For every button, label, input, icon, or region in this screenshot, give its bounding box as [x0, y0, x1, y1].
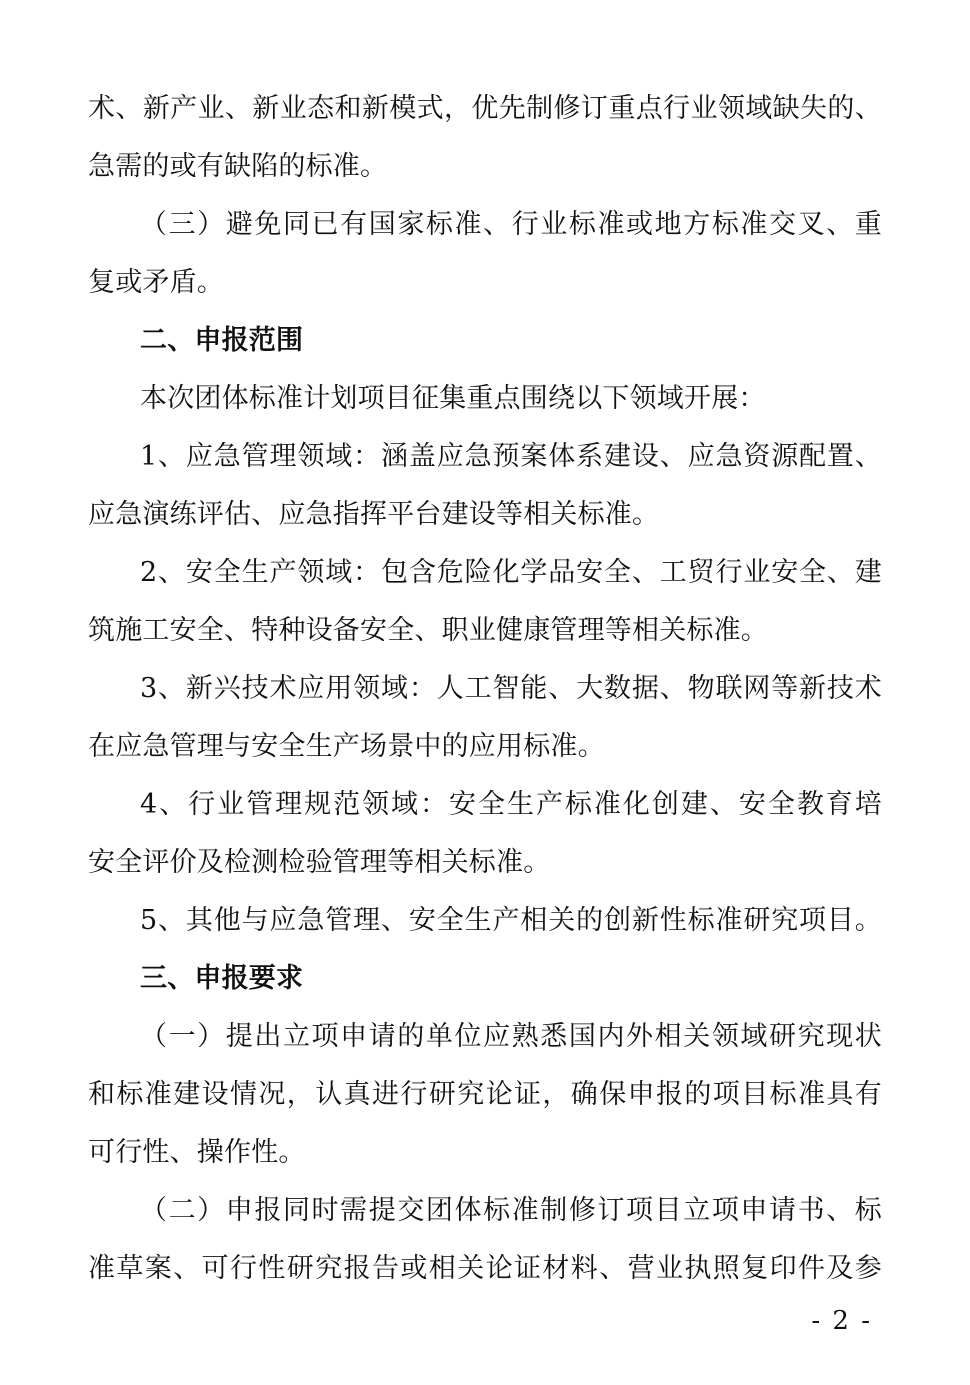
section-heading: 三、申报要求: [140, 963, 304, 994]
text-line: 在应急管理与安全生产场景中的应用标准。: [88, 731, 605, 762]
text-line: 4、行业管理规范领域：安全生产标准化创建、安全教育培: [140, 789, 882, 820]
text-line: 准草案、可行性研究报告或相关论证材料、营业执照复印件及参: [88, 1253, 882, 1284]
text-line: 5、其他与应急管理、安全生产相关的创新性标准研究项目。: [140, 905, 882, 936]
section-heading: 二、申报范围: [140, 325, 304, 356]
text-line: 复或矛盾。: [88, 267, 224, 298]
text-line: 本次团体标准计划项目征集重点围绕以下领域开展：: [140, 383, 766, 414]
document-page: [88, 80, 882, 1298]
page-number: - 2 -: [811, 1306, 872, 1336]
text-line: 筑施工安全、特种设备安全、职业健康管理等相关标准。: [88, 615, 768, 646]
text-line: 2、安全生产领域：包含危险化学品安全、工贸行业安全、建: [140, 557, 882, 588]
text-line: 3、新兴技术应用领域：人工智能、大数据、物联网等新技术: [140, 673, 882, 704]
text-line: （二）申报同时需提交团体标准制修订项目立项申请书、标: [140, 1195, 882, 1226]
text-line: 和标准建设情况，认真进行研究论证，确保申报的项目标准具有: [88, 1079, 882, 1110]
text-line: （一）提出立项申请的单位应熟悉国内外相关领域研究现状: [140, 1021, 882, 1052]
text-line: 可行性、操作性。: [88, 1137, 306, 1168]
text-line: （三）避免同已有国家标准、行业标准或地方标准交叉、重: [140, 209, 882, 240]
text-line: 1、应急管理领域：涵盖应急预案体系建设、应急资源配置、: [140, 441, 882, 472]
text-line: 应急演练评估、应急指挥平台建设等相关标准。: [88, 499, 660, 530]
text-line: 急需的或有缺陷的标准。: [88, 151, 388, 182]
text-line: 术、新产业、新业态和新模式，优先制修订重点行业领域缺失的、: [88, 93, 882, 124]
text-line: 安全评价及检测检验管理等相关标准。: [88, 847, 551, 878]
